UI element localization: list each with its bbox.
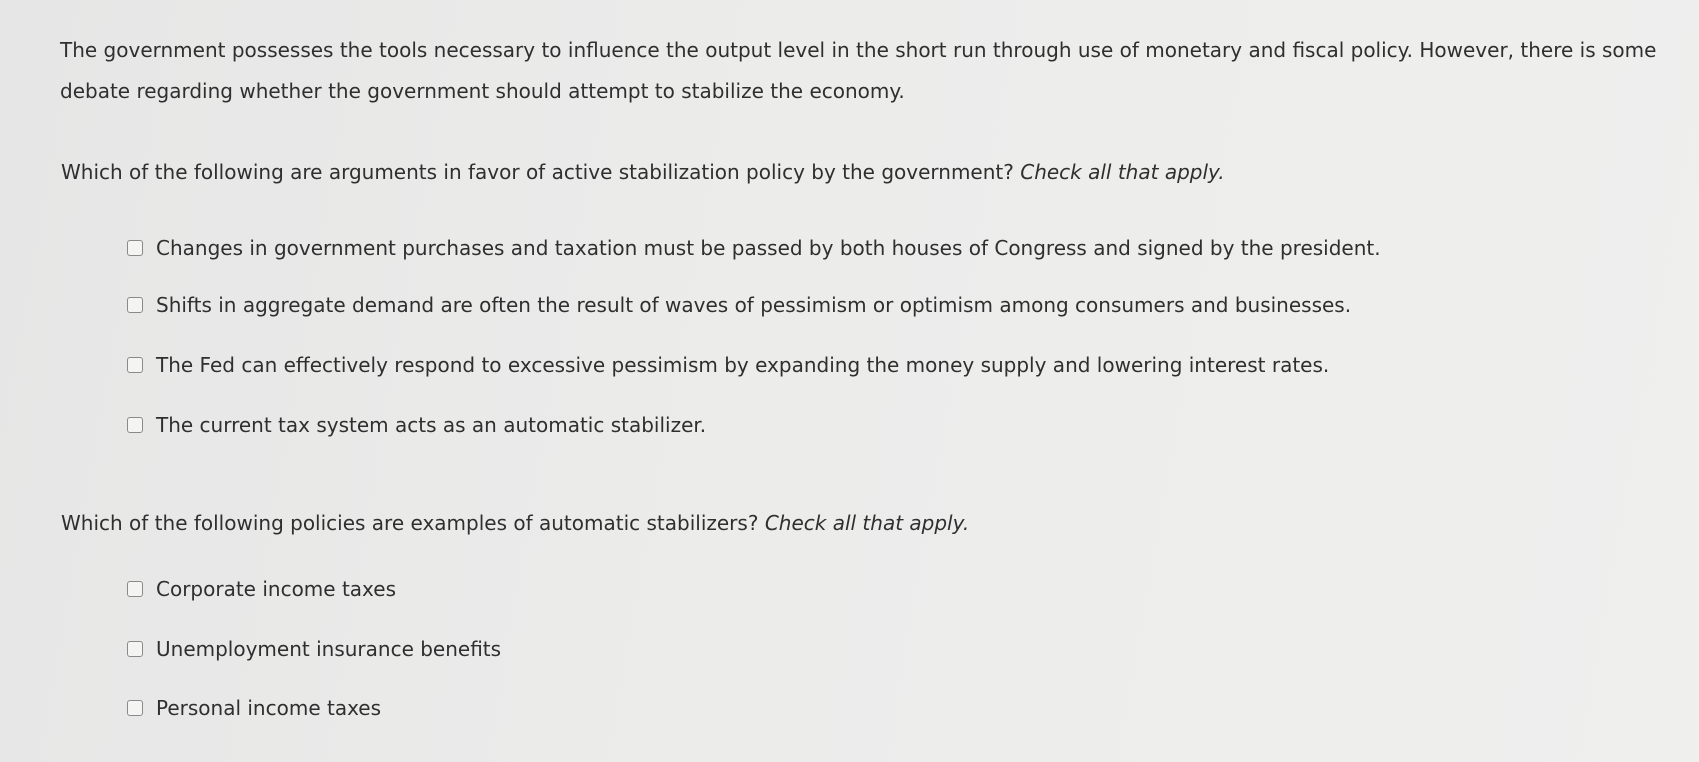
option-label: Unemployment insurance benefits [156,637,502,661]
option-label: Personal income taxes [156,696,382,720]
question-2-instruction: Check all that apply. [764,511,970,535]
option-label: Corporate income taxes [156,577,396,601]
checkbox[interactable] [127,417,143,433]
question-2-prompt [61,509,969,537]
question-1-prompt [61,158,1225,186]
checkbox[interactable] [127,641,143,657]
question-2-text: Which of the following policies are examples of automatic stabilizers? [61,511,765,535]
q1-option-3[interactable] [127,350,1329,380]
checkbox[interactable] [127,240,143,256]
option-label: Shifts in aggregate demand are often the result of waves of pessimism or optimism among consumers and businesses. [156,293,1352,317]
checkbox[interactable] [127,581,143,597]
intro-paragraph: The government possesses the tools necessary to influence the output level in the short run through use of monetary and fiscal policy. However, there is some debate regarding whether the government should attempt to stabilize the economy. [60,38,1657,103]
q2-option-3[interactable] [127,693,381,723]
q2-option-2[interactable] [127,634,501,664]
q1-option-4[interactable] [127,410,706,440]
option-label: The Fed can effectively respond to excessive pessimism by expanding the money supply and lowering interest rates. [156,353,1330,377]
question-1-text: Which of the following are arguments in favor of active stabilization policy by the government? [61,160,1021,184]
q2-option-1[interactable] [127,574,396,604]
q1-option-2[interactable] [127,290,1351,320]
checkbox[interactable] [127,700,143,716]
question-1-instruction: Check all that apply. [1020,160,1225,184]
checkbox[interactable] [127,297,143,313]
q1-option-1[interactable] [127,233,1381,263]
option-label: The current tax system acts as an automatic stabilizer. [156,413,707,437]
checkbox[interactable] [127,357,143,373]
option-label: Changes in government purchases and taxation must be passed by both houses of Congress and signed by the president. [156,236,1381,260]
